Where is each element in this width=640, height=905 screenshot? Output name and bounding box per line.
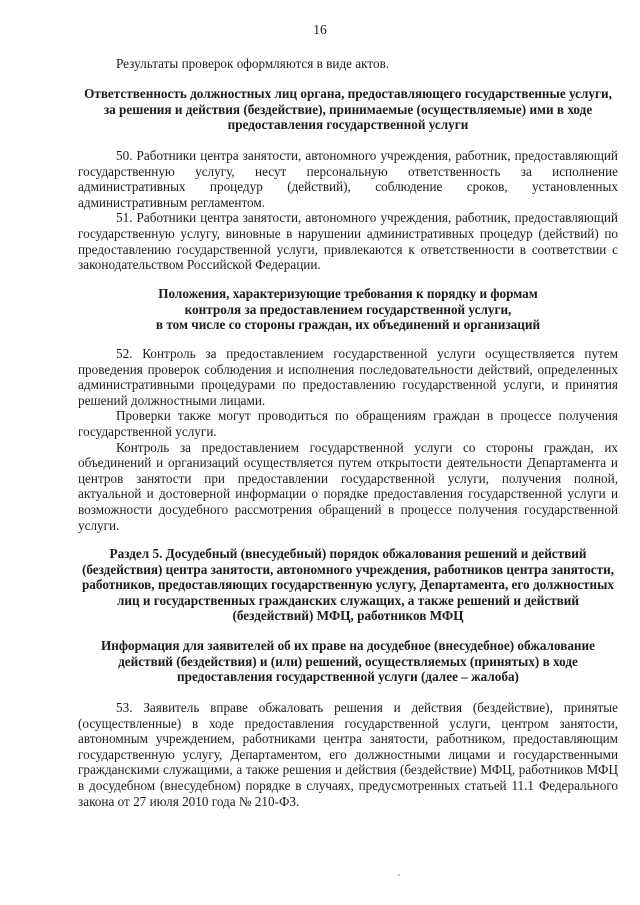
section-5-heading: Раздел 5. Досудебный (внесудебный) порядок обжалования решений и действий (бездействия) центра занятости, автономного учреждения, работников центра занятости, работников, предоставляющих государственную услугу, Департамента, его должностных лиц и государственных гражданских служащих, а также решений и действий (бездействий) МФЦ, работников МФЦ	[81, 546, 615, 624]
control-heading-line-3: в том числе со стороны граждан, их объединений и организаций	[155, 317, 541, 333]
paragraph-53: 53. Заявитель вправе обжаловать решения и действия (бездействие), принятые (осуществленные) в ходе предоставления государственной услуги, центром занятости, автономным учреждением, работниками центра занятости, работником, предоставляющим государственную услугу, Департаментом, его должностными лицами и государственными гражданскими служащими, а также решения и действия (бездействие) МФЦ, работников МФЦ в досудебном (внесудебном) порядке в случаях, предусмотренных статьей 11.1 Федерального закона от 27 июля 2010 года № 210-ФЗ.	[78, 700, 618, 809]
section-5-heading-block	[78, 546, 618, 624]
intro-line: Результаты проверок оформляются в виде актов.	[116, 56, 390, 71]
paragraph-checks: Проверки также могут проводиться по обращениям граждан в процессе получения государственной услуги.	[78, 408, 618, 439]
responsibility-heading-block	[78, 86, 618, 133]
control-heading-line-1: Положения, характеризующие требования к порядку и формам	[158, 286, 538, 301]
info-heading: Информация для заявителей об их праве на досудебное (внесудебное) обжалование действий (бездействия) и (или) решений, осуществляемых (принятых) в ходе предоставления государственной услуги (далее – жалоба)	[101, 638, 595, 685]
paragraph-50: 50. Работники центра занятости, автономного учреждения, работник, предоставляющий государственную услугу, несут персональную ответственность за исполнение административных процедур (действий), соблюдение сроков, установленных административным регламентом.	[78, 148, 618, 210]
paragraph-citizen-control: Контроль за предоставлением государственной услуги со стороны граждан, их объединений и организаций осуществляется путем открытости деятельности Департамента и центров занятости при предоставлении государственной услуги, получения полной, актуальной и достоверной информации о порядке предоставления государственной услуги и возможности досудебного рассмотрения обращений в процессе получения государственной услуги.	[78, 439, 618, 533]
info-body	[78, 700, 618, 809]
control-heading-block	[78, 286, 618, 333]
control-heading-line-2: контроля за предоставлением государственной услуги,	[184, 301, 512, 317]
responsibility-body	[78, 148, 618, 273]
control-body	[78, 346, 618, 533]
intro-block	[78, 56, 618, 72]
paragraph-52: 52. Контроль за предоставлением государственной услуги осуществляется путем проведения проверок соблюдения и исполнения последовательности действий, определенных административными процедурами по предоставлению государственной услуги, и принятия решений должностными лицами.	[78, 346, 618, 408]
page-number: 16	[313, 22, 327, 37]
info-heading-block	[78, 638, 618, 685]
paragraph-51: 51. Работники центра занятости, автономного учреждения, работник, предоставляющий государственную услугу, виновные в нарушении административных процедур (действий) по предоставлению государственной услуги, привлекаются к ответственности в соответствии с законодательством Российской Федерации.	[78, 210, 618, 273]
responsibility-heading: Ответственность должностных лиц органа, предоставляющего государственные услуги, за решения и действия (бездействие), принимаемые (осуществляемые) ими в ходе предоставления государственной услуги	[84, 86, 612, 133]
scan-speck	[398, 874, 400, 876]
